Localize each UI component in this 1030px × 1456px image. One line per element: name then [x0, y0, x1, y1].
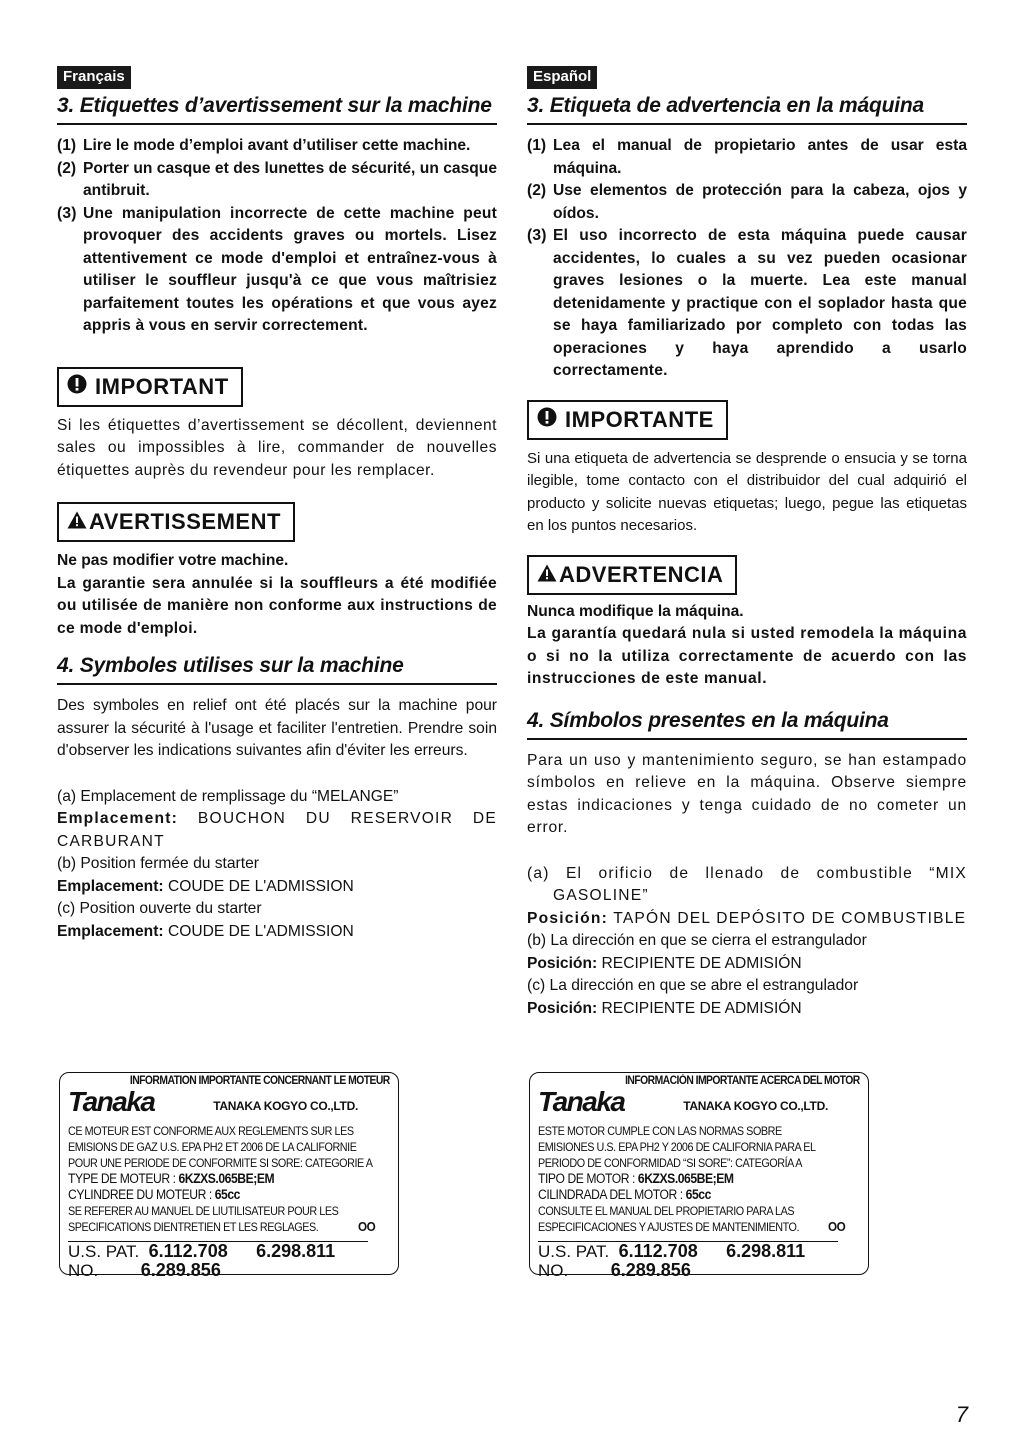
page-number: 7: [955, 1402, 968, 1427]
important-callout: [57, 367, 497, 407]
plate-heading: INFORMACIÓN IMPORTANTE ACERCA DEL MOTOR: [625, 1075, 860, 1087]
symbol-b-location: Emplacement: COUDE DE L'ADMISSION: [57, 877, 354, 895]
warning-line-1: Nunca modifique la máquina.: [527, 602, 744, 620]
symbol-b-location: Posición: RECIPIENTE DE ADMISIÓN: [527, 954, 802, 972]
symbols-intro: Para un uso y mantenimiento seguro, se han estampado símbolos en relieve en la máquina. Observe siempre estas indicaciones y tenga cuidado de no cometer un error.: [527, 751, 967, 836]
symbol-b: (b) La dirección en que se cierra el estrangulador: [527, 932, 867, 949]
symbol-c: (c) La dirección en que se abre el estrangulador: [527, 977, 859, 994]
symbol-c: (c) Position ouverte du starter: [57, 900, 262, 917]
plate-company: TANAKA KOGYO CO.,LTD.: [683, 1099, 828, 1113]
list-item: (3) Une manipulation incorrecte de cette machine peut provoquer des accidents graves ou mortels. Lisez attentivement ce mode d'emploi et entraînez-vous à utiliser le souffleur jusqu'à ce que vous maîtrisiez parfaitement toutes les opérations et que vous ayez appris à vous en servir correctement.: [57, 204, 497, 334]
important-text: Si les étiquettes d’avertissement se décollent, deviennent sales ou impossibles à lire, commander de nouvelles étiquettes auprès du revendeur pour les remplacer.: [57, 416, 497, 479]
symbol-a-location: Emplacement: BOUCHON DU RESERVOIR DE CARBURANT: [57, 810, 497, 850]
patent-line-2: NO. 6.289.856: [68, 1260, 221, 1280]
exclamation-circle-icon: [67, 372, 87, 402]
section-title-warning-labels: 3. Etiquettes d’avertissement sur la machine: [57, 93, 497, 125]
list-item: (1) Lea el manual de propietario antes de usar esta máquina.: [527, 137, 967, 177]
plate-company: TANAKA KOGYO CO.,LTD.: [213, 1099, 358, 1113]
section-title-symbols: 4. Símbolos presentes en la máquina: [527, 708, 967, 740]
important-heading: IMPORTANT: [95, 373, 229, 399]
plate-oo: OO: [827, 1219, 846, 1234]
symbol-a-location: Posición: TAPÓN DEL DEPÓSITO DE COMBUSTIBLE: [527, 909, 967, 927]
plate-heading: INFORMATION IMPORTANTE CONCERNANT LE MOTEUR: [130, 1075, 390, 1087]
warning-label-list: [57, 135, 497, 338]
warning-triangle-icon: [537, 560, 557, 590]
engine-info-plate-french: Tanaka INFORMATION IMPORTANTE CONCERNANT LE MOTEUR TANAKA KOGYO CO.,LTD. CE MOTEUR EST CONFORME AUX REGLEMENTS SUR LES EMISIONS DE GAZ U.S. EPA PH2 ET 2006 DE LA CALIFORNIE POUR UNE PERIODE DE CONFORMITE SI SORE: CATEGORIE A TYPE DE MOTEUR : 6KZXS.065BE;EM CYLINDREE DU MOTEUR : 65cc SE REFERER AU MANUEL DE LIUTILISATEUR POUR LES SPECIFICATIONS DIENTRETIEN ET LES REGLAGES. OO U.S. PAT. 6.112.708 6.298.811 NO. 6.289.856: [59, 1072, 399, 1275]
section-title-symbols: 4. Symboles utilises sur la machine: [57, 653, 497, 685]
warning-label-list: [527, 135, 967, 383]
important-text: Si una etiqueta de advertencia se desprende o ensucia y se torna ilegible, tome contacto con el distribuidor del cual adquirió el producto y solicite nuevas etiquetas; luego, pegue las etiquetas en los puntos necesarios.: [527, 449, 967, 534]
list-item: (2) Porter un casque et des lunettes de sécurité, un casque antibruit.: [57, 159, 497, 199]
patent-line-1: U.S. PAT. 6.112.708 6.298.811: [68, 1241, 336, 1261]
section-title-warning-labels: 3. Etiqueta de advertencia en la máquina: [527, 93, 967, 125]
list-item: (2) Use elementos de protección para la cabeza, ojos y oídos.: [527, 182, 967, 222]
warning-heading: ADVERTENCIA: [559, 561, 724, 587]
important-heading: IMPORTANTE: [565, 406, 714, 432]
tanaka-logo: Tanaka: [538, 1086, 625, 1117]
symbol-a: (a) Emplacement de remplissage du “MELANGE”: [57, 787, 399, 805]
warning-callout: [57, 502, 497, 542]
symbol-c-location: Emplacement: COUDE DE L'ADMISSION: [57, 922, 354, 940]
symbols-list: [57, 786, 497, 944]
language-tag-french: Français: [57, 66, 131, 89]
list-item: (3) El uso incorrecto de esta máquina puede causar accidentes, lo cuales a su vez pueden ocasionar graves lesiones o la muerte. Lea este manual detenidamente y practique con el soplador hasta que se haya familiarizado por completo con todas las operaciones y haya aprendido a usarlo correctamente.: [527, 227, 967, 379]
exclamation-circle-icon: [537, 405, 557, 435]
list-item: (1) Lire le mode d’emploi avant d’utiliser cette machine.: [57, 137, 471, 154]
warning-line-2: La garantía quedará nula si usted remodela la máquina o si no la utiliza correctamente de acuerdo con las instrucciones de este manual.: [527, 625, 967, 687]
symbols-intro: Des symboles en relief ont été placés sur la machine pour assurer la sécurité à l'usage et faciliter l'entretien. Prendre soin d'observer les indications suivantes afin d'éviter les erreurs.: [57, 697, 497, 759]
tanaka-logo: Tanaka: [68, 1086, 155, 1117]
patent-line-2: NO. 6.289.856: [538, 1260, 691, 1280]
warning-line-1: Ne pas modifier votre machine.: [57, 552, 289, 569]
warning-triangle-icon: [67, 507, 87, 537]
symbol-b: (b) Position fermée du starter: [57, 855, 259, 872]
plate-oo: OO: [357, 1219, 376, 1234]
warning-callout: [527, 555, 967, 595]
symbols-list: [527, 863, 967, 1021]
patent-line-1: U.S. PAT. 6.112.708 6.298.811: [538, 1241, 806, 1261]
language-tag-spanish: Español: [527, 66, 597, 89]
warning-heading: AVERTISSEMENT: [89, 509, 281, 534]
symbol-c-location: Posición: RECIPIENTE DE ADMISIÓN: [527, 999, 802, 1017]
symbol-a: (a) El orificio de llenado de combustible “MIX GASOLINE”: [527, 864, 967, 904]
spanish-column: [527, 66, 967, 1020]
french-column: [57, 66, 497, 943]
engine-info-plate-spanish: Tanaka INFORMACIÓN IMPORTANTE ACERCA DEL MOTOR TANAKA KOGYO CO.,LTD. ESTE MOTOR CUMPLE CON LAS NORMAS SOBRE EMISIONES U.S. EPA PH2 Y 2006 DE CALIFORNIA PARA EL PERIODO DE CONFORMIDAD “SI SORE”: CATEGORÍA A TIPO DE MOTOR : 6KZXS.065BE;EM CILINDRADA DEL MOTOR : 65cc CONSULTE EL MANUAL DEL PROPIETARIO PARA LAS ESPECIFICACIONES Y AJUSTES DE MANTENIMIENTO. OO U.S. PAT. 6.112.708 6.298.811 NO. 6.289.856: [529, 1072, 869, 1275]
important-callout: [527, 400, 967, 440]
warning-line-2: La garantie sera annulée si la souffleurs a été modifiée ou utilisée de manière non conforme aux instructions de ce mode d'emploi.: [57, 574, 497, 637]
